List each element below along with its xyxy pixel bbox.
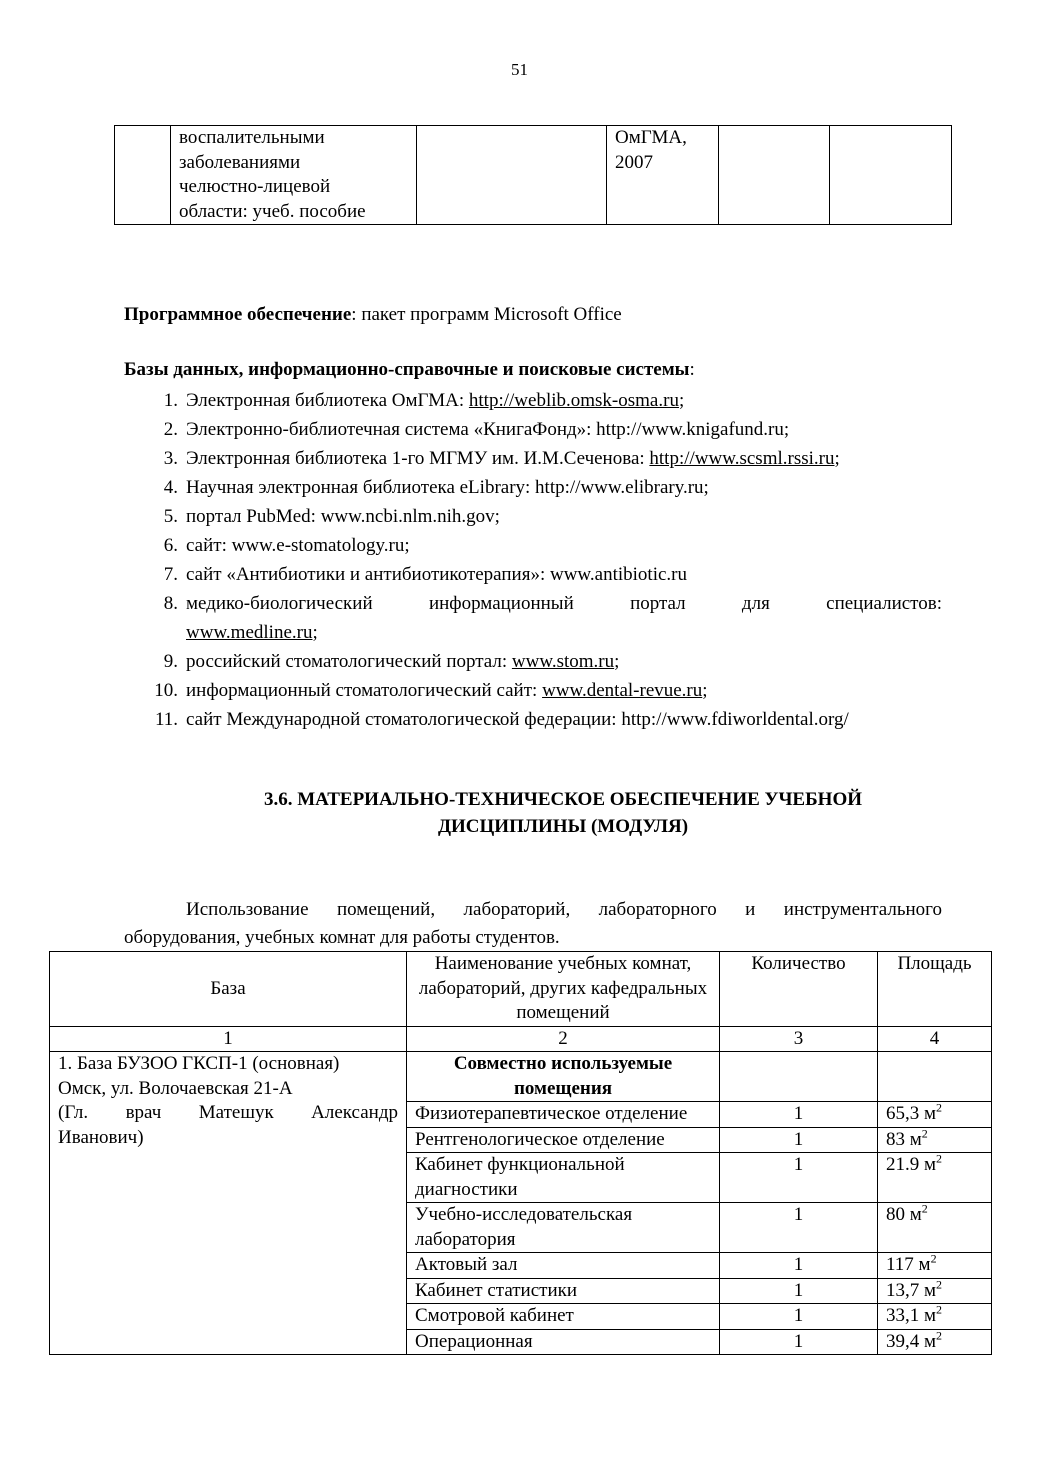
- list-text: информационный стоматологический сайт:: [186, 680, 543, 701]
- area-value: 83: [886, 1128, 905, 1150]
- list-item: [124, 676, 942, 705]
- databases-list: [124, 386, 942, 734]
- facilities-table: [49, 951, 992, 1355]
- area-exponent: 2: [930, 1251, 937, 1266]
- page-number: 51: [511, 60, 528, 79]
- area-unit: м: [909, 1204, 922, 1225]
- table-cell-publisher: [607, 126, 719, 225]
- room-name: Рентгенологическое отделение: [407, 1127, 720, 1153]
- list-text-end: ;: [312, 622, 318, 643]
- table-cell: [115, 126, 171, 225]
- databases-heading-text: Базы данных, информационно-справочные и поисковые системы: [124, 359, 690, 380]
- base-line: (Гл. врач Матешук Александр: [58, 1102, 398, 1123]
- area-value: 39,4: [886, 1330, 920, 1352]
- table-column-numbers-row: [50, 1026, 992, 1052]
- table-cell: [720, 1052, 878, 1102]
- list-number: 9.: [163, 651, 178, 672]
- list-item: [124, 560, 942, 589]
- room-area: [878, 1127, 992, 1153]
- list-text-end: ;: [678, 390, 685, 411]
- room-name: Смотровой кабинет: [407, 1304, 720, 1330]
- section-title-line: ДИСЦИПЛИНЫ (МОДУЛЯ): [437, 816, 689, 837]
- list-text-end: ;: [834, 448, 840, 469]
- room-area: [878, 1253, 992, 1279]
- list-item: [124, 473, 942, 502]
- room-name: Кабинет статистики: [407, 1278, 720, 1304]
- room-count: 1: [720, 1203, 878, 1253]
- area-unit: м: [924, 1154, 937, 1175]
- list-text: Электронная библиотека 1-го МГМУ им. И.М.Сеченова:: [186, 448, 650, 469]
- databases-heading: [124, 358, 695, 382]
- list-text: портал PubMed: www.ncbi.nlm.nih.gov;: [186, 506, 500, 527]
- list-item: [124, 444, 942, 473]
- list-number: 6.: [163, 535, 178, 556]
- intro-line: Использование помещений, лабораторий, лабораторного и инструментального: [186, 899, 942, 920]
- header-area: Площадь: [878, 952, 992, 1027]
- area-unit: м: [909, 1128, 922, 1150]
- literature-table-continuation: [114, 125, 952, 225]
- cell-line: воспалительными: [179, 127, 325, 148]
- column-number: 1: [50, 1026, 407, 1052]
- list-link[interactable]: http://weblib.omsk-osma.ru: [468, 390, 679, 411]
- list-text-end: ;: [702, 680, 708, 701]
- cell-line: челюстно-лицевой: [179, 176, 331, 197]
- list-number: 2.: [163, 419, 178, 440]
- area-unit: м: [924, 1103, 937, 1124]
- column-number: 2: [407, 1026, 720, 1052]
- list-text: медико-биологический информационный портал для специалистов:: [186, 593, 942, 614]
- list-item: [124, 502, 942, 531]
- list-item: [124, 647, 942, 676]
- databases-heading-suffix: :: [689, 359, 695, 380]
- list-link[interactable]: http://www.scsml.rssi.ru: [649, 448, 835, 469]
- area-value: 65,3: [886, 1103, 920, 1124]
- list-item: [124, 589, 942, 647]
- room-area: [878, 1304, 992, 1330]
- software-text: : пакет программ Microsoft Office: [351, 304, 622, 325]
- area-unit: м: [924, 1330, 937, 1352]
- room-name: Операционная: [407, 1329, 720, 1355]
- area-value: 80: [886, 1204, 905, 1225]
- cell-line: области: учеб. пособие: [179, 200, 366, 222]
- list-text: российский стоматологический портал:: [186, 651, 512, 672]
- list-text: Научная электронная библиотека eLibrary: http://www.elibrary.ru;: [186, 477, 709, 498]
- base-line: Иванович): [58, 1126, 144, 1148]
- area-exponent: 2: [936, 1100, 943, 1115]
- room-area: [878, 1153, 992, 1203]
- list-item: [124, 386, 942, 415]
- room-count: 1: [720, 1278, 878, 1304]
- list-number: 4.: [163, 477, 178, 498]
- list-item: [124, 705, 942, 734]
- list-number: 5.: [163, 506, 178, 527]
- cell-line: 2007: [615, 151, 653, 173]
- room-count: 1: [720, 1253, 878, 1279]
- room-count: 1: [720, 1329, 878, 1355]
- cell-line: заболеваниями: [179, 151, 301, 173]
- area-exponent: 2: [936, 1151, 943, 1166]
- room-name: Учебно-исследовательская лаборатория: [407, 1203, 720, 1253]
- room-area: [878, 1329, 992, 1355]
- shared-rooms-label: Совместно используемые помещения: [407, 1052, 720, 1102]
- cell-line: ОмГМА,: [615, 127, 687, 148]
- header-base: База: [50, 952, 407, 1027]
- list-number: 1.: [163, 390, 178, 411]
- list-link[interactable]: www.dental-revue.ru: [542, 680, 703, 701]
- software-paragraph: [124, 303, 622, 327]
- room-count: 1: [720, 1102, 878, 1128]
- area-unit: м: [924, 1305, 937, 1326]
- list-text: Электронно-библиотечная система «КнигаФонд»: http://www.knigafund.ru;: [186, 419, 790, 440]
- table-header-row: [50, 952, 992, 1027]
- area-exponent: 2: [936, 1277, 943, 1292]
- area-unit: м: [918, 1254, 931, 1275]
- list-number: 8.: [163, 593, 178, 614]
- intro-line: оборудования, учебных комнат для работы студентов.: [124, 927, 560, 948]
- software-label: Программное обеспечение: [124, 304, 352, 325]
- room-name: Актовый зал: [407, 1253, 720, 1279]
- list-text: сайт «Антибиотики и антибиотикотерапия»: www.antibiotic.ru: [186, 564, 687, 585]
- header-rooms: Наименование учебных комнат, лабораторий, других кафедральных помещений: [407, 952, 720, 1027]
- table-cell: [719, 126, 830, 225]
- room-name: Физиотерапевтическое отделение: [407, 1102, 720, 1128]
- table-cell: [417, 126, 607, 225]
- room-area: [878, 1102, 992, 1128]
- table-cell: [878, 1052, 992, 1102]
- section-title-line: 3.6. МАТЕРИАЛЬНО-ТЕХНИЧЕСКОЕ ОБЕСПЕЧЕНИЕ УЧЕБНОЙ: [264, 789, 862, 810]
- room-count: 1: [720, 1127, 878, 1153]
- list-text: сайт Международной стоматологической федерации: http://www.fdiworldental.org/: [186, 709, 849, 730]
- list-text: Электронная библиотека ОмГМА:: [186, 390, 469, 411]
- list-text-end: ;: [614, 651, 620, 672]
- area-value: 21.9: [886, 1154, 920, 1175]
- area-value: 33,1: [886, 1305, 920, 1326]
- list-item: [124, 531, 942, 560]
- list-link[interactable]: www.medline.ru: [186, 622, 313, 643]
- intro-paragraph: [124, 896, 942, 952]
- area-exponent: 2: [936, 1328, 943, 1343]
- area-value: 117: [886, 1254, 914, 1275]
- table-cell-title: [171, 126, 417, 225]
- list-number: 10.: [154, 680, 178, 701]
- area-value: 13,7: [886, 1279, 920, 1301]
- room-count: 1: [720, 1304, 878, 1330]
- area-exponent: 2: [921, 1126, 928, 1141]
- room-area: [878, 1278, 992, 1304]
- section-title: [124, 786, 1002, 840]
- list-item: [124, 415, 942, 444]
- list-number: 7.: [163, 564, 178, 585]
- base-cell: [50, 1052, 407, 1355]
- column-number: 4: [878, 1026, 992, 1052]
- room-area: [878, 1203, 992, 1253]
- list-link[interactable]: www.stom.ru: [511, 651, 615, 672]
- base-line: 1. База БУЗОО ГКСП-1 (основная): [58, 1053, 340, 1074]
- header-count: Количество: [720, 952, 878, 1027]
- list-text: сайт: www.e-stomatology.ru;: [186, 535, 410, 556]
- table-cell: [830, 126, 952, 225]
- list-number: 3.: [163, 448, 178, 469]
- room-count: 1: [720, 1153, 878, 1203]
- area-exponent: 2: [921, 1201, 928, 1216]
- area-unit: м: [924, 1279, 937, 1301]
- table-row: [50, 1052, 992, 1102]
- list-number: 11.: [154, 709, 178, 730]
- table-row: [115, 126, 952, 225]
- base-line: Омск, ул. Волочаевская 21-А: [58, 1077, 293, 1099]
- area-exponent: 2: [936, 1302, 943, 1317]
- column-number: 3: [720, 1026, 878, 1052]
- room-name: Кабинет функциональной диагностики: [407, 1153, 720, 1203]
